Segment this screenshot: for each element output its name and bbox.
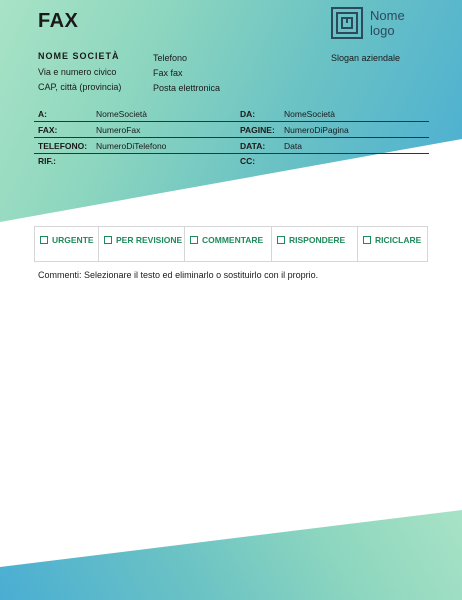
- company-email: Posta elettronica: [153, 83, 221, 93]
- checkbox-icon[interactable]: [190, 236, 198, 244]
- company-phone: Telefono: [153, 53, 188, 63]
- checkbox-icon[interactable]: [104, 236, 112, 244]
- checkbox-label: COMMENTARE: [202, 235, 264, 245]
- to-label: A:: [38, 109, 47, 119]
- checkbox-reply[interactable]: [272, 227, 358, 261]
- checkbox-label: PER REVISIONE: [116, 235, 183, 245]
- logo-text: Nome logo: [370, 8, 405, 38]
- date-label: DATA:: [240, 141, 266, 151]
- checkbox-label: RICICLARE: [375, 235, 422, 245]
- company-name: NOME SOCIETÀ: [38, 51, 120, 61]
- field-divider: [34, 121, 429, 122]
- cc-label: CC:: [240, 156, 256, 166]
- maze-logo-icon: [331, 7, 363, 39]
- page-title: FAX: [38, 10, 79, 32]
- from-value[interactable]: NomeSocietà: [284, 109, 336, 119]
- field-divider: [34, 137, 429, 138]
- checkbox-review[interactable]: [99, 227, 185, 261]
- phone-value[interactable]: NumeroDiTelefono: [96, 141, 167, 151]
- checkbox-icon[interactable]: [277, 236, 285, 244]
- field-divider: [34, 153, 429, 154]
- status-checkbox-row: [34, 226, 428, 262]
- pages-value[interactable]: NumeroDiPagina: [284, 125, 349, 135]
- from-label: DA:: [240, 109, 256, 119]
- fax-label: FAX:: [38, 125, 58, 135]
- company-slogan: Slogan aziendale: [331, 53, 401, 63]
- checkbox-label: URGENTE: [52, 235, 94, 245]
- pages-label: PAGINE:: [240, 125, 275, 135]
- address-line-2: CAP, città (provincia): [38, 82, 122, 92]
- fax-value[interactable]: NumeroFax: [96, 125, 141, 135]
- address-line-1: Via e numero civico: [38, 67, 117, 77]
- checkbox-icon[interactable]: [363, 236, 371, 244]
- checkbox-label: RISPONDERE: [289, 235, 346, 245]
- ref-label: RIF.:: [38, 156, 56, 166]
- phone-label: TELEFONO:: [38, 141, 88, 151]
- checkbox-urgent[interactable]: [35, 227, 99, 261]
- checkbox-recycle[interactable]: [358, 227, 427, 261]
- checkbox-comment[interactable]: [185, 227, 272, 261]
- company-fax: Fax fax: [153, 68, 183, 78]
- footer-gradient-band: [0, 505, 462, 600]
- checkbox-icon[interactable]: [40, 236, 48, 244]
- date-value[interactable]: Data: [284, 141, 302, 151]
- comments-text[interactable]: Commenti: Selezionare il testo ed eliminarlo o sostituirlo con il proprio.: [38, 270, 319, 280]
- to-value[interactable]: NomeSocietà: [96, 109, 148, 119]
